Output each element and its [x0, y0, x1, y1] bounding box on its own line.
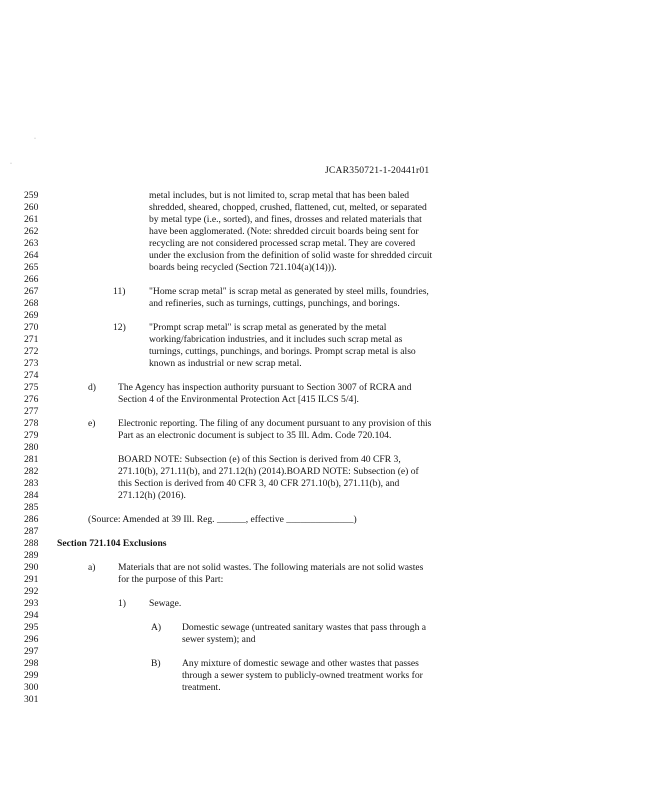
- line-text: working/fabrication industries, and it includes such scrap metal as: [149, 334, 403, 345]
- document-line: [0, 382, 671, 394]
- line-number: 269: [24, 310, 39, 321]
- document-line: [0, 226, 671, 238]
- list-marker: 12): [113, 322, 126, 333]
- line-text: Materials that are not solid wastes. The following materials are not solid wastes: [118, 562, 424, 573]
- document-line: [0, 322, 671, 334]
- line-text: turnings, cuttings, punchings, and borings. Prompt scrap metal is also: [149, 346, 416, 357]
- document-line: [0, 310, 671, 322]
- line-number: 286: [24, 514, 39, 525]
- line-number: 273: [24, 358, 39, 369]
- line-text: Any mixture of domestic sewage and other wastes that passes: [182, 658, 419, 669]
- section-heading: Section 721.104 Exclusions: [57, 538, 167, 549]
- line-text: "Prompt scrap metal" is scrap metal as generated by the metal: [149, 322, 387, 333]
- document-line: [0, 250, 671, 262]
- line-number: 289: [24, 550, 39, 561]
- document-line: [0, 274, 671, 286]
- document-line: [0, 550, 671, 562]
- line-number: 275: [24, 382, 39, 393]
- line-number: 261: [24, 214, 39, 225]
- line-text: sewer system); and: [182, 634, 256, 645]
- line-number: 270: [24, 322, 39, 333]
- line-text: through a sewer system to publicly-owned treatment works for: [182, 670, 423, 681]
- line-number: 271: [24, 334, 39, 345]
- document-line: [0, 454, 671, 466]
- document-line: [0, 682, 671, 694]
- line-text: by metal type (i.e., sorted), and fines, drosses and related materials that: [149, 214, 422, 225]
- document-line: [0, 562, 671, 574]
- document-line: [0, 418, 671, 430]
- line-number: 264: [24, 250, 39, 261]
- line-text: Part as an electronic document is subject to 35 Ill. Adm. Code 720.104.: [118, 430, 392, 441]
- document-body: [0, 190, 671, 706]
- list-marker: e): [88, 418, 96, 429]
- document-line: [0, 634, 671, 646]
- line-number: 266: [24, 274, 39, 285]
- line-number: 263: [24, 238, 39, 249]
- list-marker: B): [151, 658, 161, 669]
- line-number: 278: [24, 418, 39, 429]
- line-number: 285: [24, 502, 39, 513]
- line-number: 296: [24, 634, 39, 645]
- document-header-code: JCAR350721-1-20441r01: [325, 165, 430, 176]
- line-text: shredded, sheared, chopped, crushed, flattened, cut, melted, or separated: [149, 202, 427, 213]
- line-text: 271.10(b), 271.11(b), and 271.12(h) (2014).BOARD NOTE: Subsection (e) of: [118, 466, 419, 477]
- document-line: [0, 394, 671, 406]
- line-number: 293: [24, 598, 39, 609]
- line-text: known as industrial or new scrap metal.: [149, 358, 302, 369]
- document-line: [0, 598, 671, 610]
- document-line: [0, 526, 671, 538]
- document-line: [0, 358, 671, 370]
- document-line: [0, 286, 671, 298]
- document-line: [0, 646, 671, 658]
- line-number: 284: [24, 490, 39, 501]
- line-text: Sewage.: [149, 598, 182, 609]
- line-text: metal includes, but is not limited to, scrap metal that has been baled: [149, 190, 410, 201]
- list-marker: 1): [118, 598, 126, 609]
- line-text: 271.12(h) (2016).: [118, 490, 186, 501]
- line-number: 282: [24, 466, 39, 477]
- document-line: [0, 370, 671, 382]
- line-number: 259: [24, 190, 39, 201]
- line-number: 292: [24, 586, 39, 597]
- document-line: [0, 622, 671, 634]
- document-line: [0, 430, 671, 442]
- line-number: 267: [24, 286, 39, 297]
- line-text: this Section is derived from 40 CFR 3, 40 CFR 271.10(b), 271.11(b), and: [118, 478, 400, 489]
- source-note: (Source: Amended at 39 Ill. Reg. ______, effective ______________): [88, 514, 357, 525]
- document-line: [0, 466, 671, 478]
- line-text: The Agency has inspection authority pursuant to Section 3007 of RCRA and: [118, 382, 412, 393]
- document-line: [0, 694, 671, 706]
- line-text: Electronic reporting. The filing of any document pursuant to any provision of this: [118, 418, 432, 429]
- line-text: recycling are not considered processed scrap metal. They are covered: [149, 238, 416, 249]
- scan-speck: ·: [10, 161, 12, 167]
- line-number: 274: [24, 370, 39, 381]
- document-line: [0, 262, 671, 274]
- scan-speck: ·: [34, 136, 36, 142]
- line-text: for the purpose of this Part:: [118, 574, 224, 585]
- list-marker: a): [88, 562, 96, 573]
- document-line: [0, 202, 671, 214]
- line-number: 280: [24, 442, 39, 453]
- line-number: 290: [24, 562, 39, 573]
- document-line: [0, 346, 671, 358]
- document-line: [0, 442, 671, 454]
- document-line: [0, 586, 671, 598]
- line-text: boards being recycled (Section 721.104(a)(14))).: [149, 262, 337, 273]
- document-line: [0, 658, 671, 670]
- line-number: 297: [24, 646, 39, 657]
- line-text: and refineries, such as turnings, cuttings, punchings, and borings.: [149, 298, 400, 309]
- line-number: 294: [24, 610, 39, 621]
- line-number: 298: [24, 658, 39, 669]
- line-number: 291: [24, 574, 39, 585]
- document-line: [0, 538, 671, 550]
- document-line: [0, 298, 671, 310]
- document-line: [0, 214, 671, 226]
- line-text: treatment.: [182, 682, 221, 693]
- line-number: 276: [24, 394, 39, 405]
- document-line: [0, 490, 671, 502]
- line-number: 265: [24, 262, 39, 273]
- document-line: [0, 514, 671, 526]
- line-number: 301: [24, 694, 39, 705]
- list-marker: d): [88, 382, 96, 393]
- document-line: [0, 610, 671, 622]
- document-line: [0, 502, 671, 514]
- line-number: 279: [24, 430, 39, 441]
- line-text: under the exclusion from the definition of solid waste for shredded circuit: [149, 250, 433, 261]
- line-number: 281: [24, 454, 39, 465]
- line-number: 288: [24, 538, 39, 549]
- line-number: 262: [24, 226, 39, 237]
- line-text: BOARD NOTE: Subsection (e) of this Section is derived from 40 CFR 3,: [118, 454, 401, 465]
- line-number: 287: [24, 526, 39, 537]
- list-marker: A): [151, 622, 162, 633]
- line-text: Section 4 of the Environmental Protection Act [415 ILCS 5/4].: [118, 394, 359, 405]
- document-line: [0, 670, 671, 682]
- line-number: 299: [24, 670, 39, 681]
- document-line: [0, 574, 671, 586]
- line-number: 300: [24, 682, 39, 693]
- list-marker: 11): [113, 286, 126, 297]
- line-number: 277: [24, 406, 39, 417]
- document-line: [0, 190, 671, 202]
- document-line: [0, 406, 671, 418]
- line-number: 260: [24, 202, 39, 213]
- document-line: [0, 238, 671, 250]
- line-text: Domestic sewage (untreated sanitary wastes that pass through a: [182, 622, 427, 633]
- document-line: [0, 334, 671, 346]
- line-text: "Home scrap metal" is scrap metal as generated by steel mills, foundries,: [149, 286, 429, 297]
- line-text: have been agglomerated. (Note: shredded circuit boards being sent for: [149, 226, 419, 237]
- line-number: 283: [24, 478, 39, 489]
- line-number: 268: [24, 298, 39, 309]
- line-number: 272: [24, 346, 39, 357]
- line-number: 295: [24, 622, 39, 633]
- document-line: [0, 478, 671, 490]
